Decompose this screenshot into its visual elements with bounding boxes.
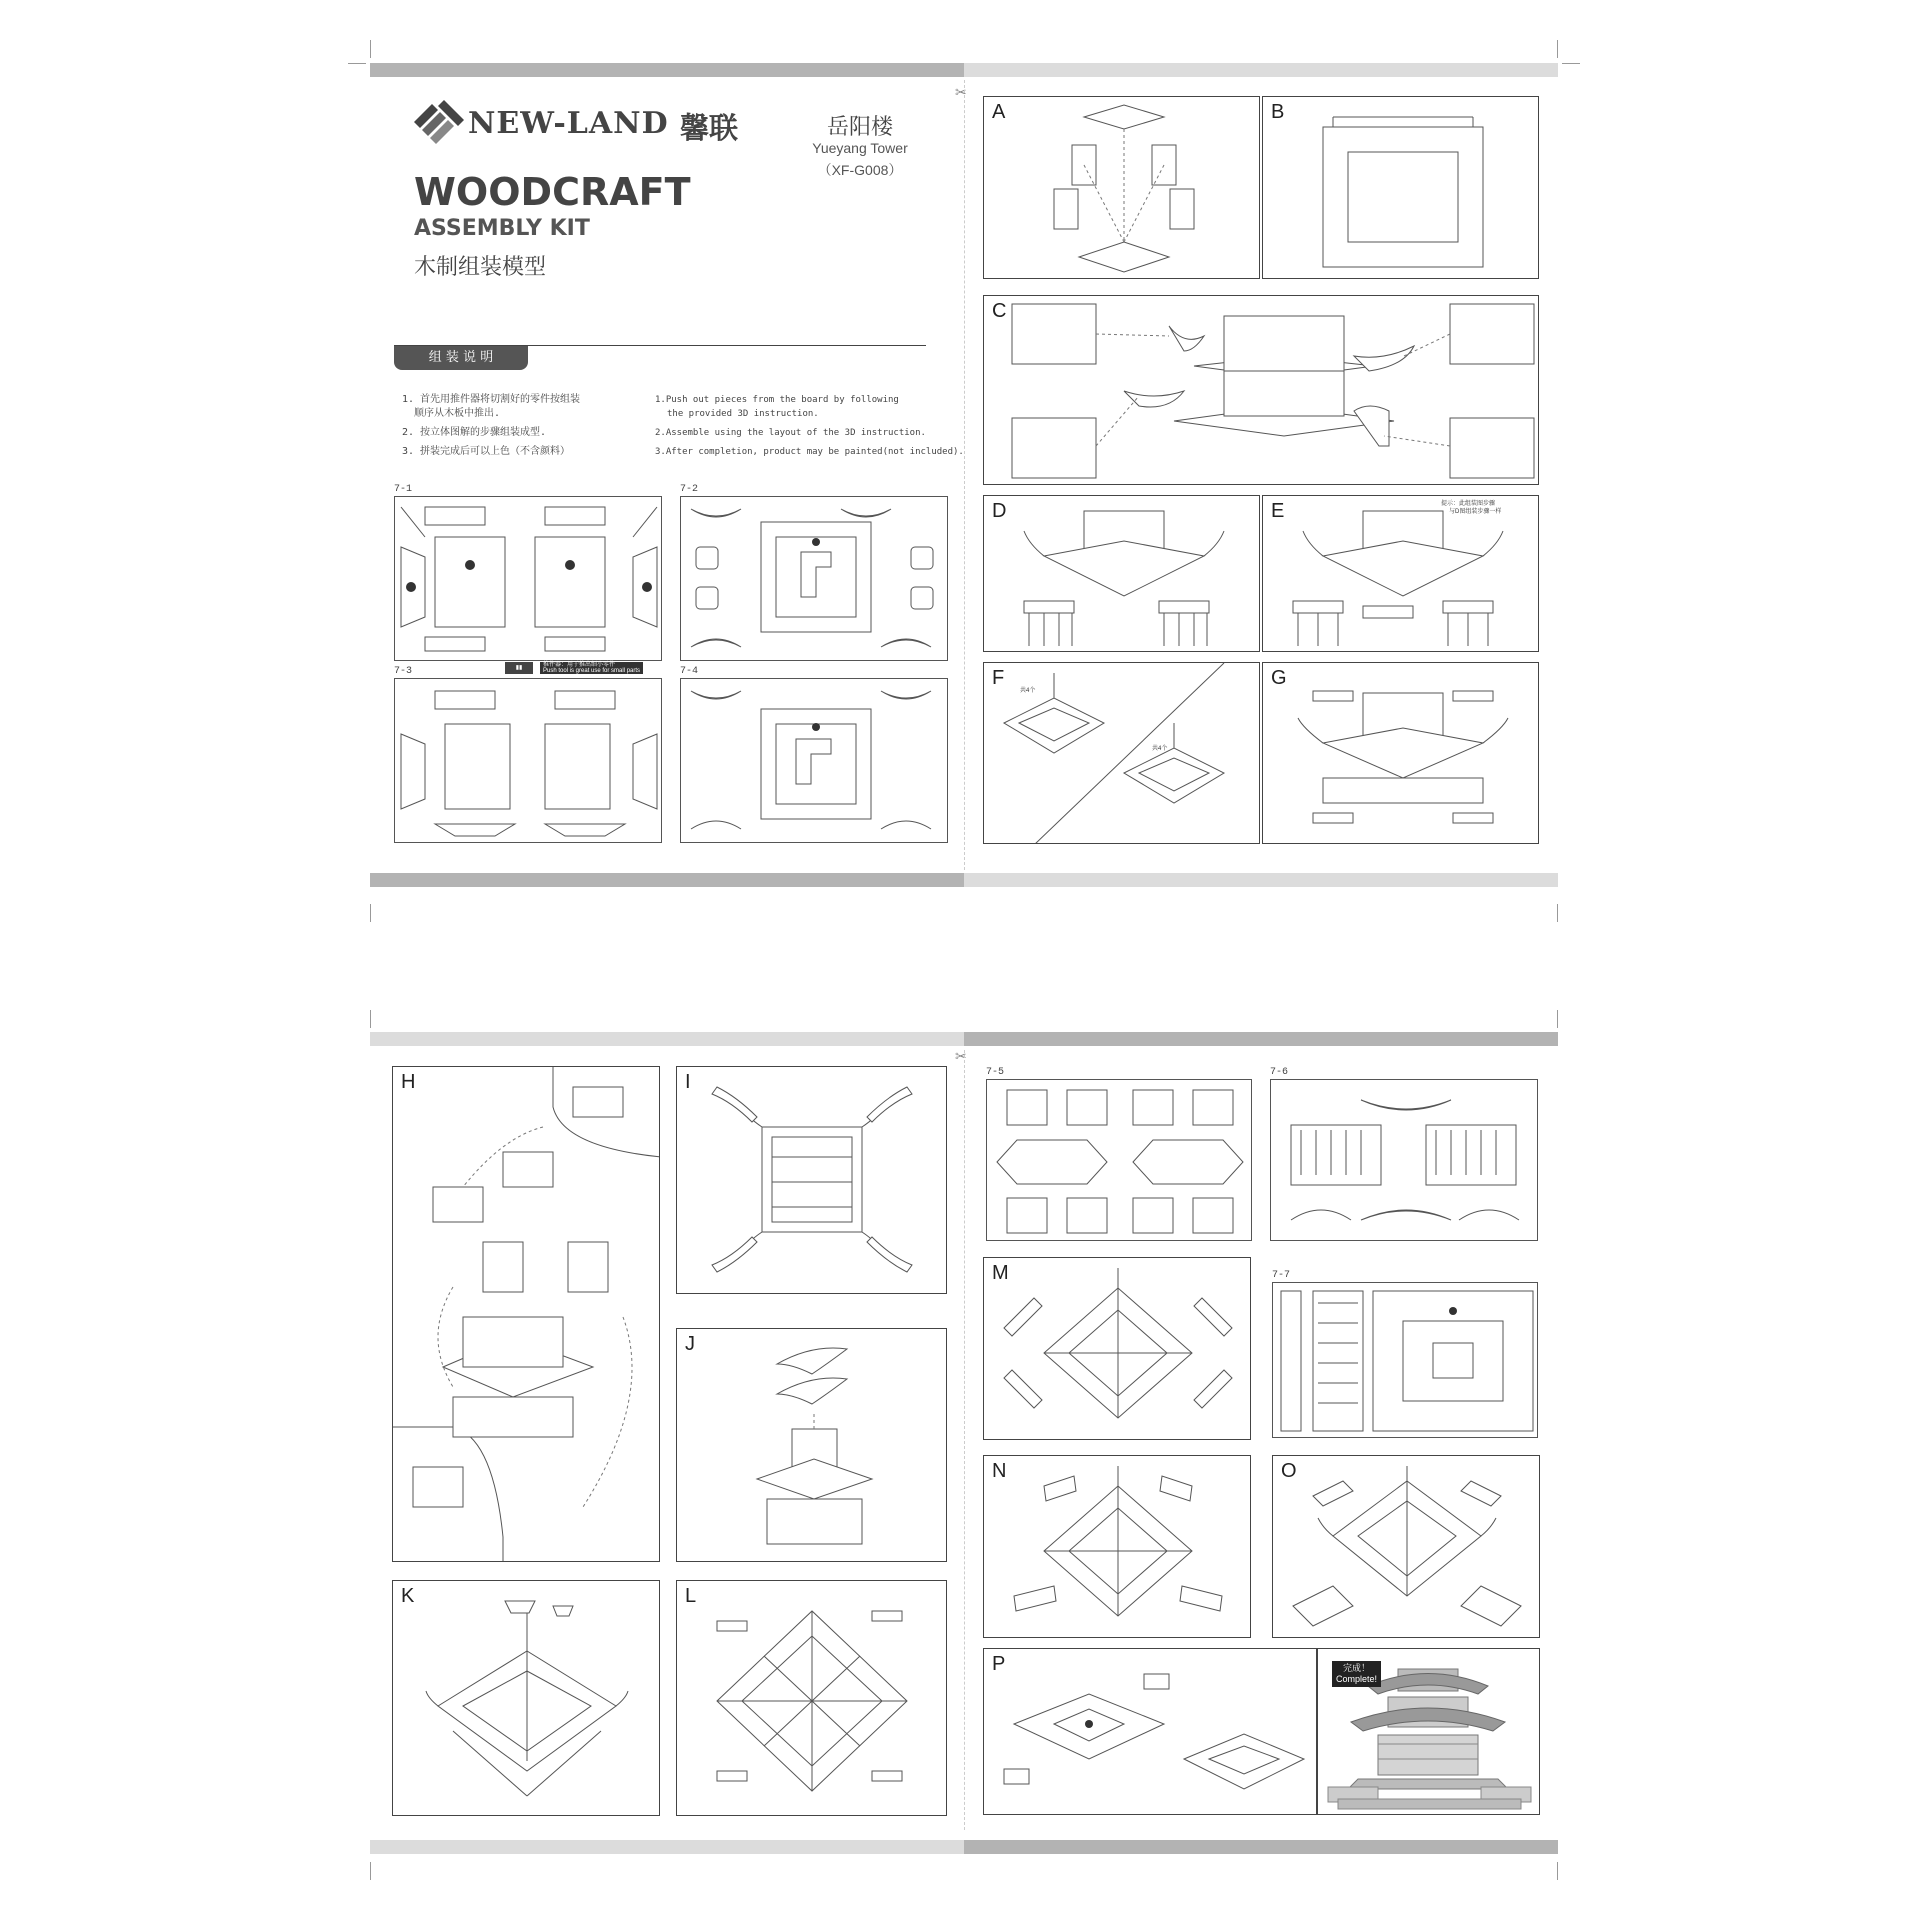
step-letter: L bbox=[685, 1585, 697, 1607]
bottom-band-right bbox=[964, 873, 1558, 887]
instruction-cn-3: 3. 拼装完成后可以上色（不含颜料） bbox=[402, 446, 571, 457]
complete-badge: 完成！ Complete! bbox=[1332, 1661, 1381, 1687]
brand-name: NEW-LAND bbox=[468, 106, 669, 141]
bottom-band-left-2 bbox=[370, 1840, 964, 1854]
instruction-en-1b: the provided 3D instruction. bbox=[667, 409, 819, 419]
crop-mark bbox=[348, 63, 366, 64]
logo-mark-icon bbox=[410, 100, 466, 144]
step-letter: F bbox=[992, 667, 1005, 689]
crop-mark bbox=[370, 904, 371, 922]
instruction-cn-1: 1. 首先用推件器将切割好的零件按组装 bbox=[402, 394, 581, 405]
step-letter: A bbox=[992, 101, 1006, 123]
step-panel-p bbox=[983, 1648, 1317, 1815]
brand-name-cn: 馨联 bbox=[680, 111, 739, 145]
step-panel-o bbox=[1272, 1455, 1540, 1638]
bottom-band-right-2 bbox=[964, 1840, 1558, 1854]
step-h-diagram bbox=[393, 1067, 660, 1562]
step-letter: O bbox=[1281, 1460, 1297, 1482]
step-letter: N bbox=[992, 1460, 1007, 1482]
complete-panel bbox=[1317, 1648, 1540, 1815]
step-panel-b bbox=[1262, 96, 1539, 279]
step-a-diagram bbox=[984, 97, 1260, 279]
push-tool-badge: ▮▮ bbox=[505, 662, 533, 674]
step-letter: C bbox=[992, 300, 1007, 322]
times-note: 共4个 bbox=[1152, 746, 1168, 752]
brand-logo bbox=[410, 100, 466, 144]
step-panel-d bbox=[983, 495, 1260, 652]
step-letter: M bbox=[992, 1262, 1009, 1284]
parts-sheet-7-1 bbox=[394, 496, 662, 661]
tip-note: 提示：此组装图步骤 与D图组装步骤一样 bbox=[1441, 501, 1502, 515]
instruction-en-1: 1.Push out pieces from the board by following bbox=[655, 395, 899, 405]
crop-mark bbox=[1562, 63, 1580, 64]
step-letter: B bbox=[1271, 101, 1285, 123]
step-panel-k bbox=[392, 1580, 660, 1816]
fold-line bbox=[964, 1050, 965, 1830]
step-o-diagram bbox=[1273, 1456, 1540, 1638]
step-e-diagram bbox=[1263, 496, 1539, 652]
step-panel-h bbox=[392, 1066, 660, 1562]
parts-sheet-7-4 bbox=[680, 678, 948, 843]
step-c-diagram bbox=[984, 296, 1539, 485]
crop-mark bbox=[1557, 1010, 1558, 1028]
product-name-en: Yueyang Tower bbox=[812, 140, 908, 156]
step-panel-e bbox=[1262, 495, 1539, 652]
step-d-diagram bbox=[984, 496, 1260, 652]
instruction-en-2: 2.Assemble using the layout of the 3D instruction. bbox=[655, 428, 926, 438]
crop-mark bbox=[1557, 904, 1558, 922]
step-panel-n bbox=[983, 1455, 1251, 1638]
parts-sheet-7-6 bbox=[1270, 1079, 1538, 1241]
sheet-label: 7-6 bbox=[1270, 1067, 1289, 1078]
parts-sheet-7-7 bbox=[1272, 1282, 1538, 1438]
step-i-diagram bbox=[677, 1067, 947, 1294]
step-g-diagram bbox=[1263, 663, 1539, 844]
instructions-en bbox=[655, 393, 964, 459]
step-panel-j bbox=[676, 1328, 947, 1562]
step-panel-l bbox=[676, 1580, 947, 1816]
step-panel-m bbox=[983, 1257, 1251, 1440]
step-letter: H bbox=[401, 1071, 416, 1093]
step-letter: J bbox=[685, 1333, 695, 1355]
sheet-label: 7-5 bbox=[986, 1067, 1005, 1078]
sheet-label: 7-7 bbox=[1272, 1270, 1291, 1281]
top-band-left-2 bbox=[370, 1032, 964, 1046]
sheet-label: 7-3 bbox=[394, 666, 413, 677]
step-m-diagram bbox=[984, 1258, 1251, 1440]
push-tool-note: 推件器：用于推出细小零件 Push tool is great use for small parts bbox=[540, 662, 643, 674]
step-n-diagram bbox=[984, 1456, 1251, 1638]
parts-sheet-7-5 bbox=[986, 1079, 1252, 1241]
sheet-label: 7-1 bbox=[394, 484, 413, 495]
sheet-label: 7-4 bbox=[680, 666, 699, 677]
scissors-icon: ✂ bbox=[955, 1048, 967, 1064]
step-letter: K bbox=[401, 1585, 415, 1607]
step-letter: E bbox=[1271, 500, 1285, 522]
crop-mark bbox=[1557, 40, 1558, 58]
instruction-cn-2: 2. 按立体图解的步骤组装成型. bbox=[402, 427, 547, 438]
times-note: 共4个 bbox=[1020, 688, 1036, 694]
step-letter: D bbox=[992, 500, 1007, 522]
parts-sheet-7-3 bbox=[394, 678, 662, 843]
bottom-band-left bbox=[370, 873, 964, 887]
parts-sheet-7-2 bbox=[680, 496, 948, 661]
instruction-en-3: 3.After completion, product may be painted(not included). bbox=[655, 447, 964, 457]
product-code: （XF-G008） bbox=[817, 162, 903, 178]
instruction-cn-1b: 顺序从木板中推出. bbox=[414, 408, 501, 419]
crop-mark bbox=[370, 1862, 371, 1880]
top-band-right bbox=[964, 63, 1558, 77]
step-panel-g bbox=[1262, 662, 1539, 844]
step-panel-f bbox=[983, 662, 1260, 844]
title-assembly-kit: ASSEMBLY KIT bbox=[414, 216, 590, 241]
step-letter: P bbox=[992, 1653, 1006, 1675]
title-woodcraft: WOODCRAFT bbox=[414, 170, 691, 214]
crop-mark bbox=[370, 1010, 371, 1028]
step-p-diagram bbox=[984, 1649, 1317, 1815]
top-band-right-2 bbox=[964, 1032, 1558, 1046]
step-letter: I bbox=[685, 1071, 691, 1093]
instructions-header: 组 装 说 明 bbox=[394, 346, 528, 370]
fold-line bbox=[964, 80, 965, 870]
top-band-left bbox=[370, 63, 964, 77]
step-k-diagram bbox=[393, 1581, 660, 1816]
scissors-icon: ✂ bbox=[955, 84, 967, 100]
crop-mark bbox=[1557, 1862, 1558, 1880]
instructions-cn bbox=[402, 393, 580, 459]
product-name-cn: 岳阳楼 bbox=[826, 115, 893, 140]
step-l-diagram bbox=[677, 1581, 947, 1816]
crop-mark bbox=[370, 40, 371, 58]
step-letter: G bbox=[1271, 667, 1287, 689]
step-j-diagram bbox=[677, 1329, 947, 1562]
step-b-diagram bbox=[1263, 97, 1539, 279]
step-panel-c bbox=[983, 295, 1539, 485]
step-panel-i bbox=[676, 1066, 947, 1294]
sheet-label: 7-2 bbox=[680, 484, 699, 495]
title-cn: 木制组装模型 bbox=[414, 255, 547, 280]
step-panel-a bbox=[983, 96, 1260, 279]
